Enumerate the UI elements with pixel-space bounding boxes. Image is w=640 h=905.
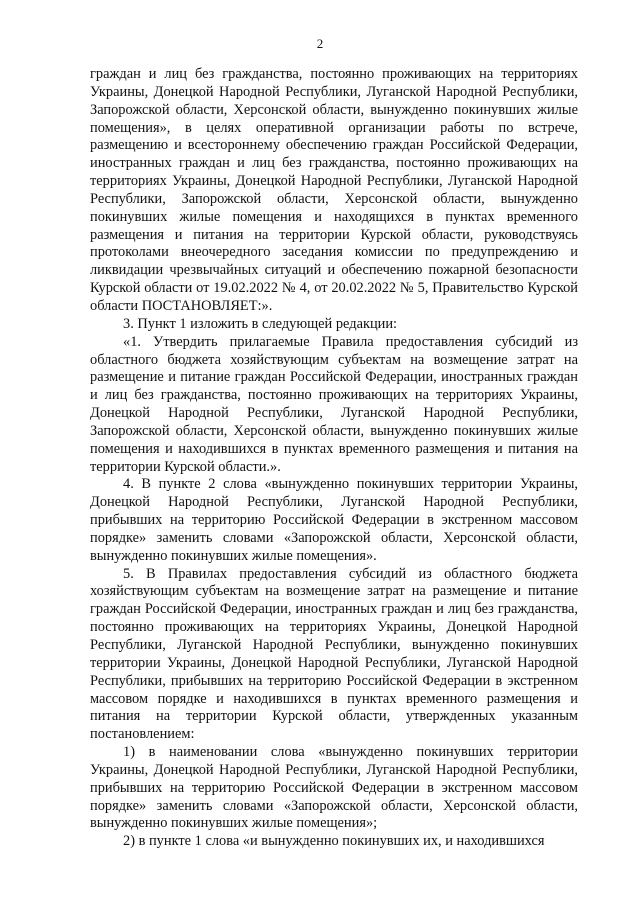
document-body [90,66,578,851]
paragraph-preamble-continuation: граждан и лиц без гражданства, постоянно проживающих на территориях Украины, Донецкой Народной Республики, Луганской Народной Республики, Запорожской области, Херсонской области, вынужденно покинувших жилые помещения», в целях оперативной организации работы по встрече, размещению и всестороннему обеспечению граждан Российской Федерации, иностранных граждан и лиц без гражданства, постоянно проживающих на территориях Украины, Донецкой Народной Республики, Луганской Народной Республики, Запорожской области, Херсонской области, вынужденно покинувших жилые помещения и находящихся в пунктах временного размещения и питания на территории Курской области, руководствуясь протоколами внеочередного заседания комиссии по предупреждению и ликвидации чрезвычайных ситуаций и обеспечению пожарной безопасности Курской области от 19.02.2022 № 4, от 20.02.2022 № 5, Правительство Курской области ПОСТАНОВЛЯЕТ:». [90,66,578,314]
paragraph-item-5: 5. В Правилах предоставления субсидий из областного бюджета хозяйствующим субъектам на возмещение затрат на размещение и питание граждан Российской Федерации, иностранных граждан и лиц без гражданства, постоянно проживающих на территориях Украины, Донецкой Народной Республики, Луганской Народной Республики, вынужденно покинувших территории Украины, Донецкой Народной Республики, Луганской Народной Республики, прибывших на территорию Российской Федерации в экстренном массовом порядке и находившихся в пунктах временного размещения и питания на территории Курской области, утвержденных указанным постановлением: [90,565,578,743]
paragraph-item-4: 4. В пункте 2 слова «вынужденно покинувших территории Украины, Донецкой Народной Республики, Луганской Народной Республики, прибывших на территорию Российской Федерации в экстренном массовом порядке» заменить словами «Запорожской области, Херсонской области, вынужденно покинувших жилые помещения». [90,476,578,564]
paragraph-subitem-2: 2) в пункте 1 слова «и вынужденно покинувших их, и находившихся [123,833,545,850]
paragraph-item-3-text: «1. Утвердить прилагаемые Правила предоставления субсидий из областного бюджета хозяйствующим субъектам на возмещение затрат на размещение и питание граждан Российской Федерации, иностранных граждан и лиц без гражданства, постоянно проживающих на территориях Украины, Донецкой Народной Республики, Луганской Народной Республики, Запорожской области, Херсонской области, вынужденно покинувших жилые помещения и находившихся в пунктах временного размещения и питания на территории Курской области.». [90,333,578,475]
paragraph-subitem-1: 1) в наименовании слова «вынужденно покинувших территории Украины, Донецкой Народной Республики, Луганской Народной Республики, прибывших на территорию Российской Федерации в экстренном массовом порядке» заменить словами «Запорожской области, Херсонской области, вынужденно покинувших жилые помещения»; [90,744,578,832]
paragraph-item-3: 3. Пункт 1 изложить в следующей редакции: [123,315,398,332]
page-number: 2 [316,36,324,51]
